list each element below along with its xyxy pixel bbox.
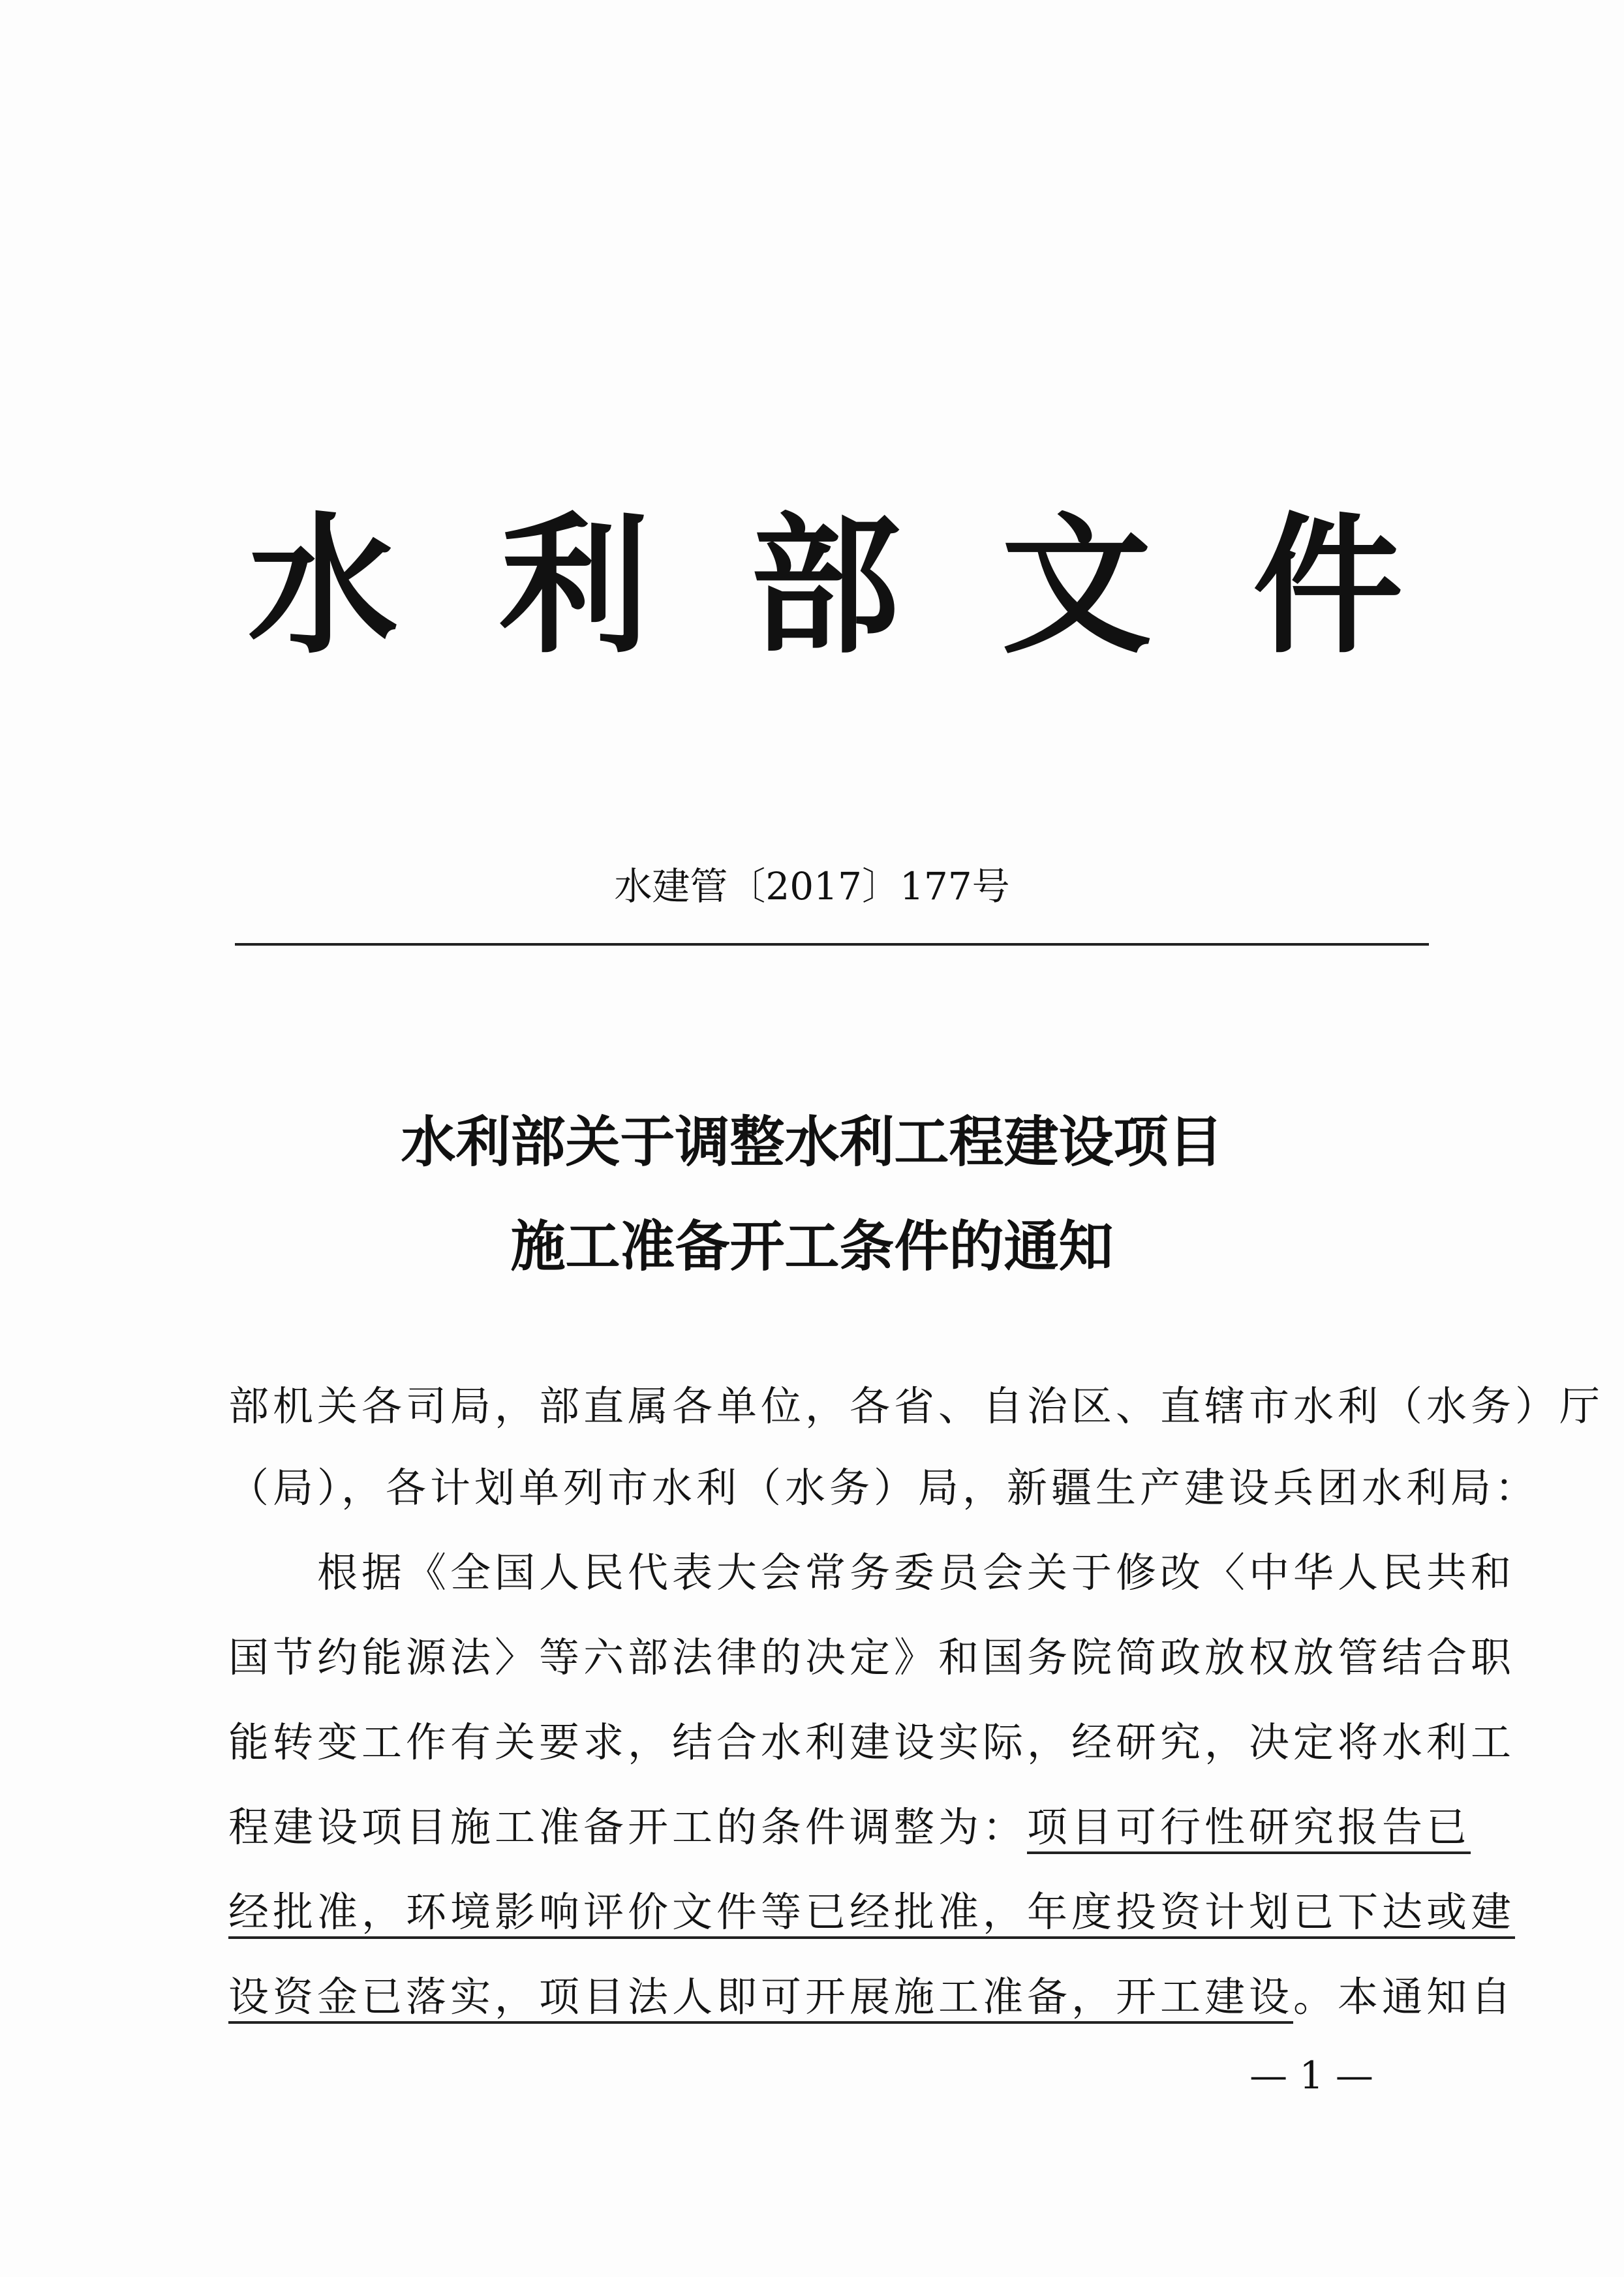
page-number: — 1 — [1249,2053,1373,2098]
notice-title-line-2: 施工准备开工条件的通知 [510,1215,1114,1278]
body-text: 能转变工作有关要求，结合水利建设实际，经研究，决定将水利工 [228,1718,1516,1766]
document-header-title: 水利部文件 [248,500,1422,674]
body-text: （局），各计划单列市水利（水务）局，新疆生产建设兵团水利局： [228,1464,1540,1511]
body-text: 。本通知自 [1293,1973,1516,2021]
underlined-text: 项目可行性研究报告已 [1027,1803,1471,1851]
underlined-text: 经批准，环境影响评价文件等已经批准，年度投资计划已下达或建 [228,1888,1516,1936]
body-line-6 [228,1798,1471,1857]
body-line-5 [228,1713,1516,1772]
body-line-1 [228,1377,1604,1436]
body-text: 部机关各司局，部直属各单位，各省、自治区、直辖市水利（水务）厅 [228,1382,1604,1430]
body-line-8 [228,1968,1516,2026]
notice-title-line-1: 水利部关于调整水利工程建设项目 [401,1110,1223,1174]
body-line-2 [228,1459,1540,1517]
body-line-4 [228,1628,1516,1687]
body-line-3 [228,1543,1516,1602]
body-text: 国节约能源法〉等六部法律的决定》和国务院简政放权放管结合职 [228,1634,1516,1681]
underlined-text: 设资金已落实，项目法人即可开展施工准备，开工建设 [228,1973,1294,2021]
document-number: 水建管〔2017〕177号 [614,864,1010,908]
body-line-7 [228,1883,1516,1942]
body-text: 根据《全国人民代表大会常务委员会关于修改〈中华人民共和 [228,1549,1516,1596]
body-text: 程建设项目施工准备开工的条件调整为： [228,1803,1028,1851]
header-divider-line [235,943,1429,946]
